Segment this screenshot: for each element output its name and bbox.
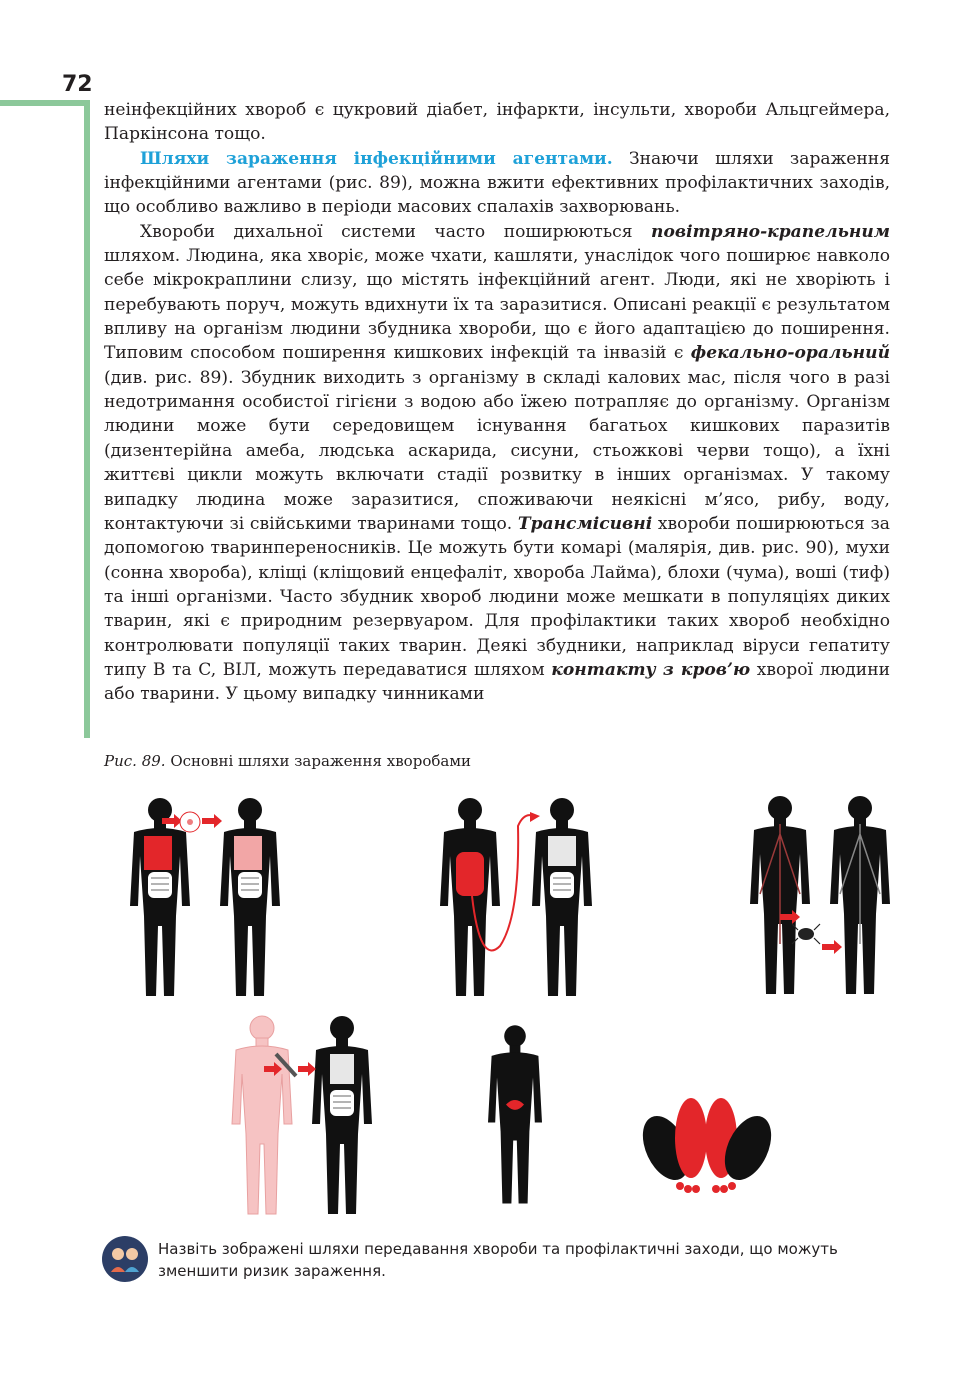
airborne-transmission-figure [110,796,300,1006]
question-block [102,1236,902,1286]
section-heading: Шляхи зараження інфекційними агентами. [140,148,613,169]
contact-transmission-figure [636,1088,776,1198]
vector-borne-transmission-figure [730,794,900,1004]
paragraph-continuation: неінфекційних хвороб є цукровий діабет, інфаркти, інсульти, хвороби Альцгеймера, Паркінсона тощо. [104,100,890,145]
vertical-transmission-figure [470,1018,560,1218]
arrow-icon [298,1062,316,1076]
fecal-oral-transmission-figure [420,796,610,1006]
main-text [104,98,890,707]
paragraph-transmission: Хвороби дихальної системи часто поширюються повітряно-крапельним шляхом. Людина, яка хворіє, може чхати, кашляти, унаслідок чого поширює навколо себе мікрокраплини слизу, що містять інфекційний агент. Люди, які не хворіють і перебувають поруч, можуть вдихнути їх та заразитися. Описані реакції є результатом впливу на організм людини збудника хвороби, що є його адаптацією до поширення. Типовим способом поширення кишкових інфекцій та інвазій є фекально-оральний (див. рис. 89). Збудник виходить з організму в складі калових мас, після чого в разі недотримання особистої гігієни з водою або їжею потрапляє до організму. Організм людини може бути середовищем існування багатьох кишкових паразитів (дизентерійна амеба, людська аскарида, сисуни, стьожкові черви тощо), а їхні життєві цикли можуть включати стадії розвитку в інших організмах. У такому випадку людина може заразитися, споживаючи неякісні м’ясо, рибу, воду, контактуючи зі свійськими тваринами тощо. Трансмісивні хвороби поширюються за допомогою тваринпереносників. Це можуть бути комарі (малярія, див. рис. 90), мухи (сонна хвороба), кліщі (кліщовий енцефаліт, хвороба Лайма), блохи (чума), воші (тиф) та інші організми. Часто збудник хвороб людини може мешкати в популяціях диких тварин, які є природним резервуаром. Для профілактики таких хвороб необхідно контролювати популяції таких тварин. Деякі збудники, наприклад віруси гепатиту типу B та C, ВІЛ, можуть передаватися шляхом контакту з кров’ю хворої людини або тварини. У цьому випадку чинниками [104,221,890,705]
term-airborne: повітряно-крапельним [651,221,890,242]
term-blood-contact: контакту з кров’ю [551,659,751,680]
paragraph-infection-routes: Шляхи зараження інфекційними агентами. Знаючи шляхи зараження інфекційними агентами (рис. 89), можна вжити ефективних профілактичних заходів, що особливо важливо в періоди масових спалахів захворювань. [104,148,890,218]
arrow-icon [822,940,842,954]
page-number: 72 [62,72,93,97]
figure-label: Рис. 89. [104,752,166,770]
section-side-bar [84,100,90,738]
red-lungs-icon [144,836,172,870]
figure-caption: Рис. 89. Основні шляхи зараження хворобами [104,752,471,770]
red-intestine-icon [456,852,484,896]
term-fecal-oral: фекально-оральний [690,343,890,364]
arrow-icon [202,814,222,828]
term-transmissive: Трансмісивні [517,513,653,534]
blood-contact-transmission-figure [212,1014,382,1224]
footprint-icon [675,1098,707,1178]
tick-icon [798,928,814,940]
students-icon [102,1236,148,1282]
question-text: Назвіть зображені шляхи передавання хвороби та профілактичні заходи, що можуть зменшити ризик зараження. [158,1240,838,1280]
page-top-rule [0,100,88,106]
